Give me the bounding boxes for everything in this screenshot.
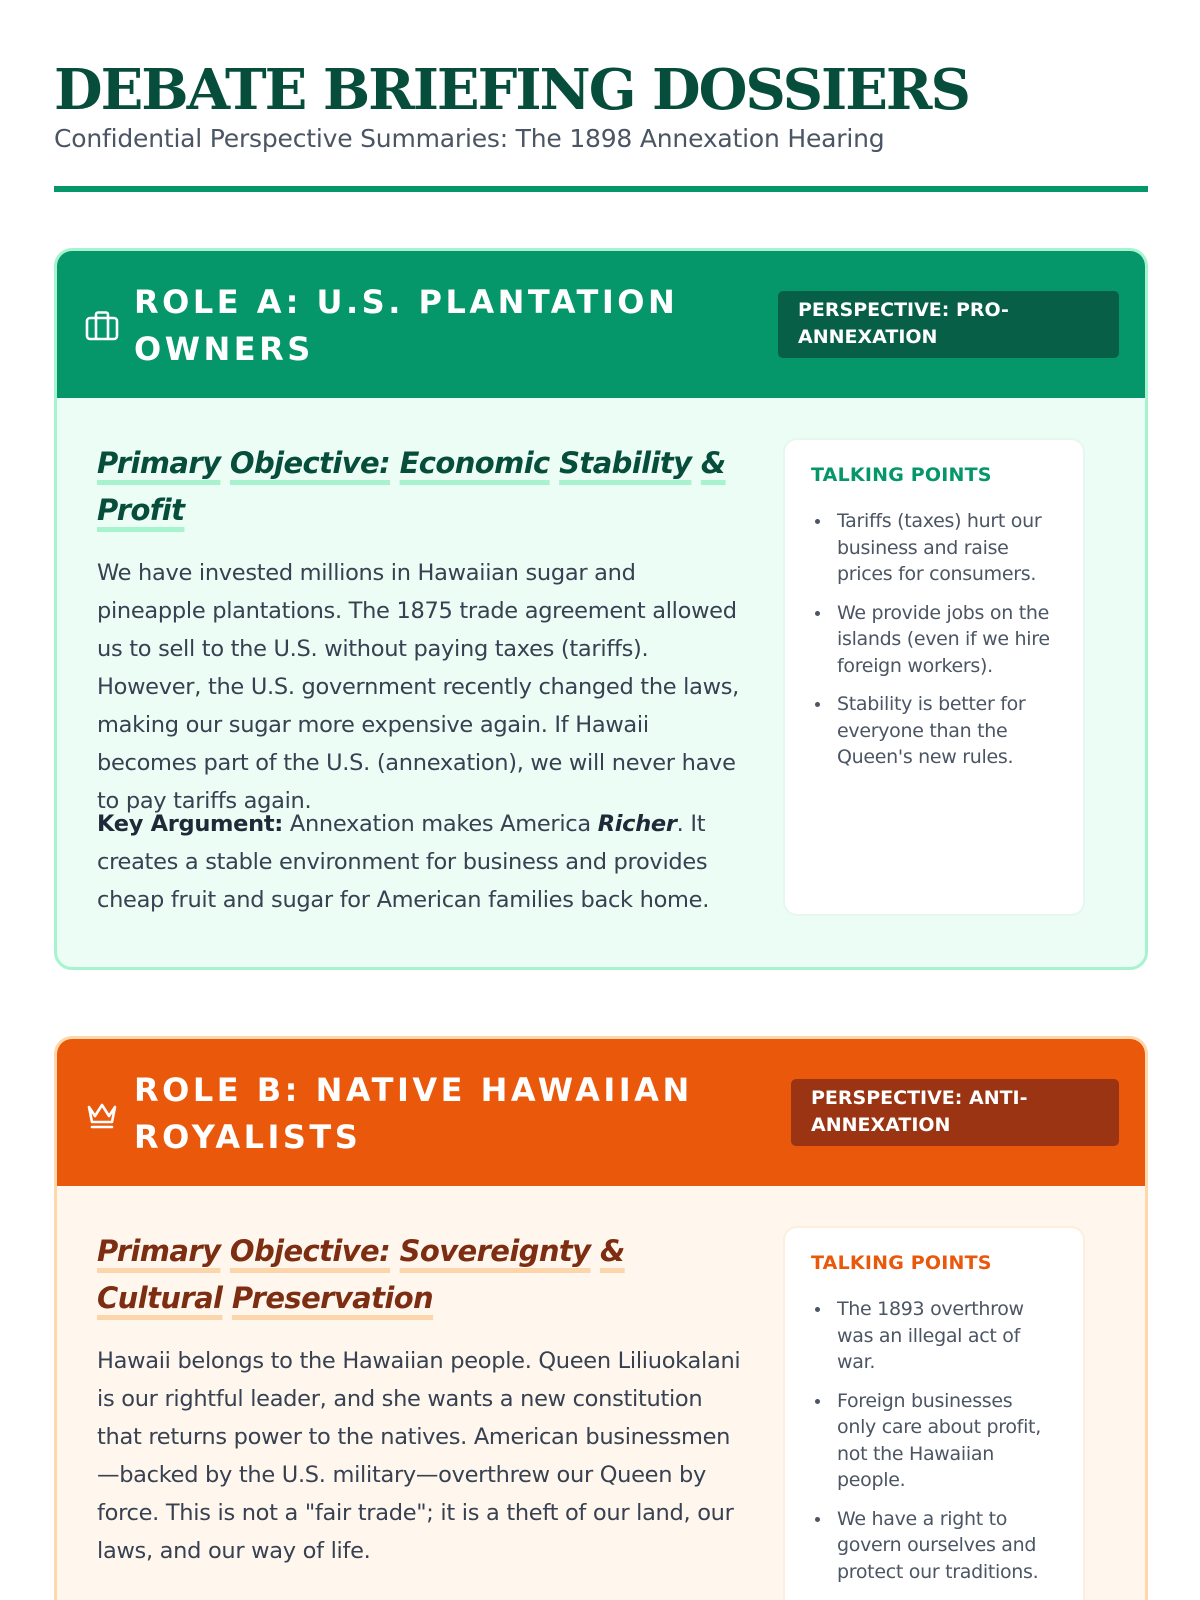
- role-description: Hawaii belongs to the Hawaiian people. Queen Liliuokalani is our rightful leader, and she wants a new constitution that returns power to the natives. American businessmen—backed by the U.S. military—overthrew our Queen by force. This is not a "fair trade"; it is a theft of our land, our laws, and our way of life.: [97, 1348, 741, 1564]
- primary-objective: [97, 440, 737, 534]
- objective-word: &: [700, 446, 726, 480]
- key-argument: [97, 805, 747, 919]
- role-card-header: [57, 1039, 1145, 1186]
- talking-point: We have a right to govern ourselves and protect our traditions.: [811, 1506, 1057, 1586]
- objective-word: Profit: [97, 493, 185, 527]
- role-card-native-hawaiian-royalists: [54, 1036, 1148, 1600]
- objective-word: Objective:: [229, 1234, 391, 1268]
- key-argument-label: Key Argument:: [97, 811, 284, 837]
- role-card-header: [57, 251, 1145, 398]
- primary-objective: [97, 1228, 737, 1322]
- key-argument-emphasis: Richer: [597, 811, 677, 837]
- role-card-plantation-owners: [54, 248, 1148, 970]
- header-divider: [54, 186, 1148, 192]
- talking-points-list: [811, 1296, 1057, 1585]
- role-description: We have invested millions in Hawaiian sugar and pineapple plantations. The 1875 trade agreement allowed us to sell to the U.S. without paying taxes (tariffs). However, the U.S. government recently changed the laws, making our sugar more expensive again. If Hawaii becomes part of the U.S. (annexation), we will never have to pay tariffs again.: [97, 560, 739, 814]
- talking-points-list: [811, 508, 1057, 771]
- page-header: [54, 56, 1148, 156]
- page-subtitle: Confidential Perspective Summaries: The 1898 Annexation Hearing: [54, 124, 885, 153]
- talking-points-panel: [783, 1226, 1085, 1600]
- page-title: DEBATE BRIEFING DOSSIERS: [54, 57, 969, 123]
- objective-word: Cultural: [97, 1281, 223, 1315]
- objective-word: Sovereignty: [399, 1234, 591, 1268]
- perspective-badge: PERSPECTIVE: PRO-ANNEXATION: [778, 291, 1119, 358]
- talking-point: Foreign businesses only care about profit, not the Hawaiian people.: [811, 1388, 1057, 1494]
- key-argument-text: . It creates a stable environment for business and provides cheap fruit and sugar for American families back home.: [97, 811, 710, 913]
- talking-points-title: TALKING POINTS: [811, 464, 992, 486]
- role-title: ROLE B: NATIVE HAWAIIAN ROYALISTS: [134, 1071, 693, 1156]
- objective-word: Primary: [97, 446, 221, 480]
- briefcase-icon: [85, 309, 119, 343]
- talking-point: We provide jobs on the islands (even if we hire foreign workers).: [811, 600, 1057, 680]
- objective-word: Economic: [399, 446, 550, 480]
- objective-word: Preservation: [231, 1281, 434, 1315]
- role-title: ROLE A: U.S. PLANTATION OWNERS: [134, 283, 679, 368]
- talking-points-panel: [783, 438, 1085, 916]
- talking-points-title: TALKING POINTS: [811, 1252, 992, 1274]
- perspective-badge: PERSPECTIVE: ANTI-ANNEXATION: [791, 1079, 1119, 1146]
- talking-point: Tariffs (taxes) hurt our business and raise prices for consumers.: [811, 508, 1057, 588]
- talking-point: The 1893 overthrow was an illegal act of war.: [811, 1296, 1057, 1376]
- objective-word: Stability: [559, 446, 692, 480]
- key-argument-text: Annexation makes America: [289, 811, 591, 837]
- objective-word: Objective:: [229, 446, 391, 480]
- objective-word: &: [599, 1234, 625, 1268]
- crown-icon: [85, 1097, 119, 1131]
- talking-point: Stability is better for everyone than the Queen's new rules.: [811, 691, 1057, 771]
- objective-word: Primary: [97, 1234, 221, 1268]
